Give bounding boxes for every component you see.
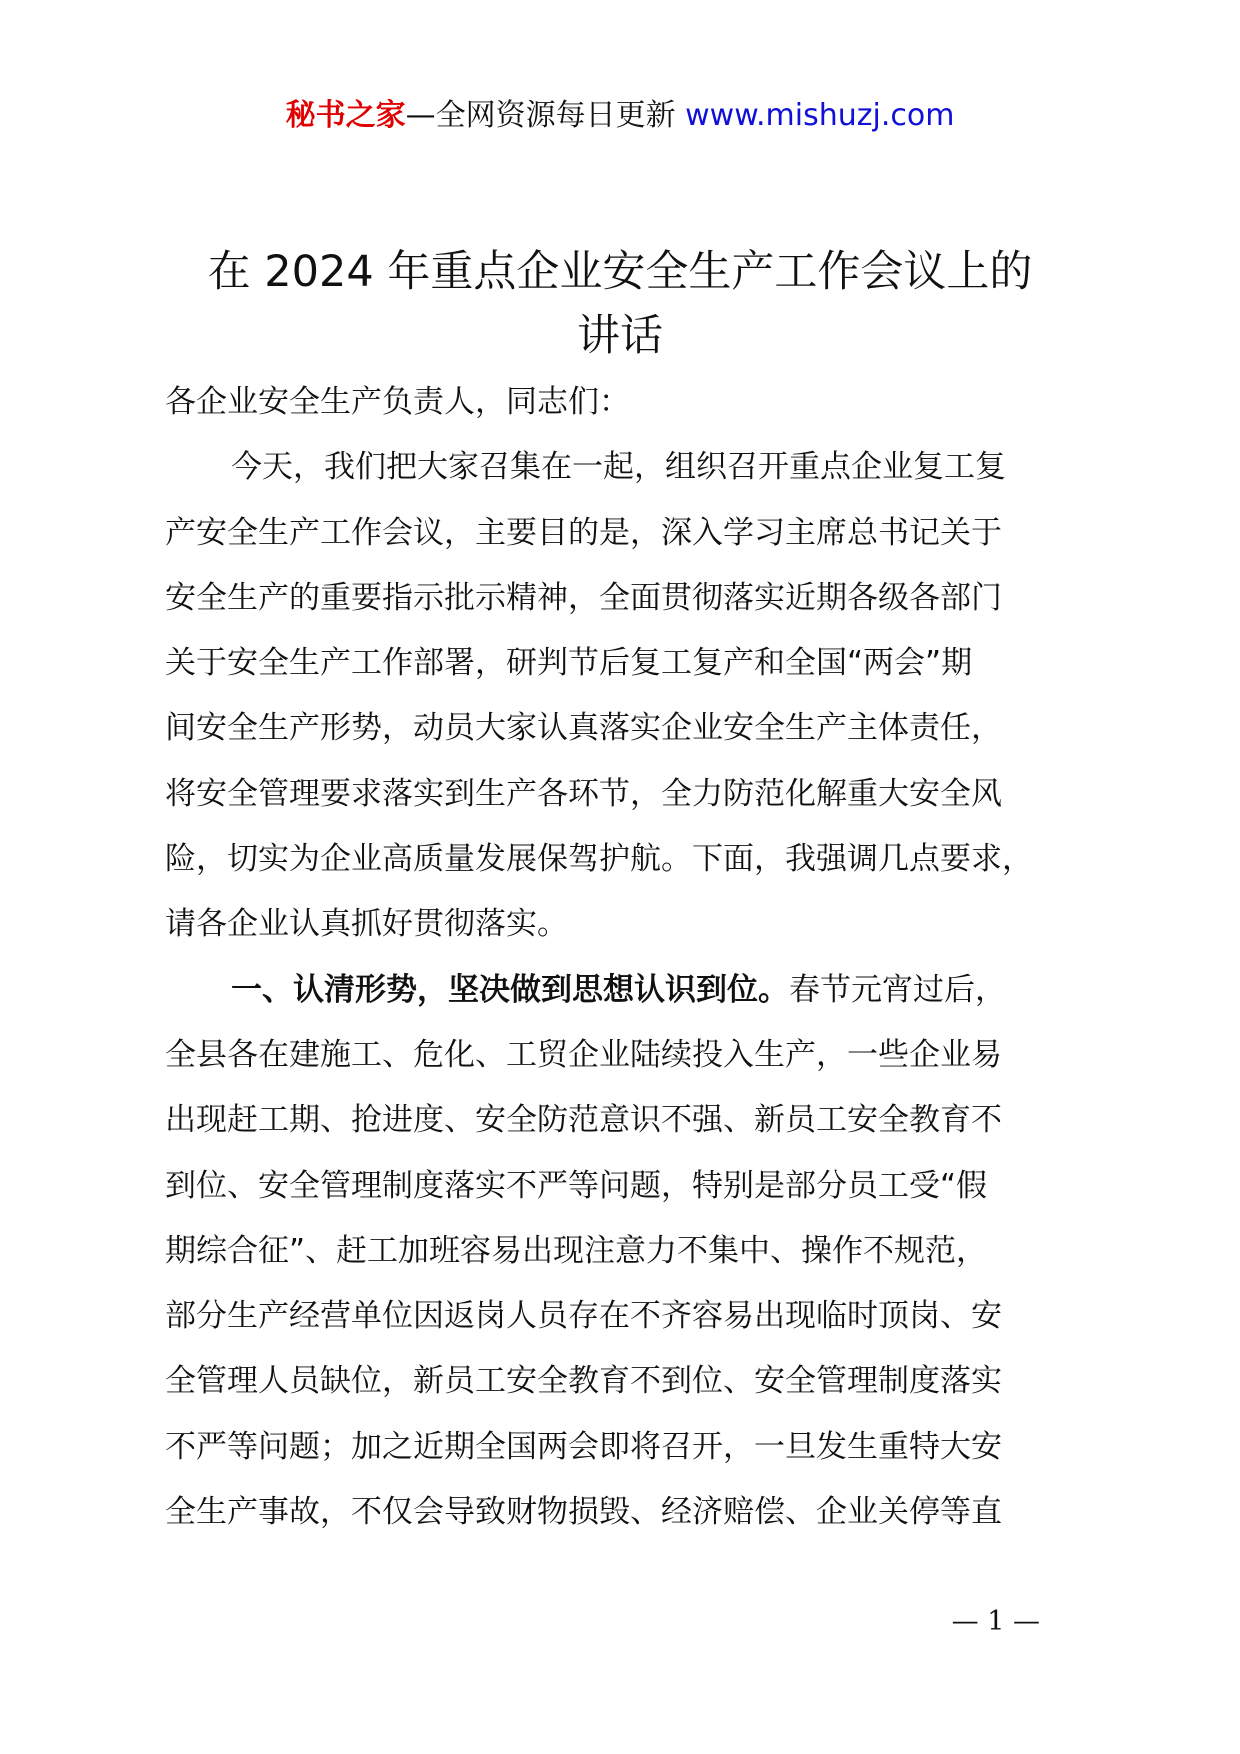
paragraph-line: 部分生产经营单位因返岗人员存在不齐容易出现临时顶岗、安 [165, 1298, 1002, 1335]
section-heading: 一、认清形势，坚决做到思想认识到位。 [231, 971, 789, 1008]
paragraph-section-one [165, 958, 1095, 1546]
paragraph-line: 今天，我们把大家召集在一起，组织召开重点企业复工复 [231, 449, 1006, 486]
site-url-link[interactable]: www.mishuzj.com [685, 98, 955, 133]
salutation: 各企业安全生产负责人，同志们： [165, 384, 630, 420]
section-first-line [165, 958, 1095, 1023]
title-line-1: 在 2024 年重点企业安全生产工作会议上的 [207, 247, 1033, 297]
title-line-2: 讲话 [577, 311, 663, 361]
section-heading-continuation: 春节元宵过后， [789, 971, 1006, 1008]
paragraph-line: 间安全生产形势，动员大家认真落实企业安全生产主体责任， [165, 710, 1002, 747]
paragraph-line: 全管理人员缺位，新员工安全教育不到位、安全管理制度落实 [165, 1363, 1002, 1400]
page-number: — 1 — [951, 1606, 1040, 1637]
paragraph-line: 期综合征”、赶工加班容易出现注意力不集中、操作不规范， [165, 1232, 988, 1269]
paragraph-line: 安全生产的重要指示批示精神，全面贯彻落实近期各级各部门 [165, 579, 1002, 616]
paragraph-line: 全县各在建施工、危化、工贸企业陆续投入生产，一些企业易 [165, 1036, 1002, 1073]
site-brand: 秘书之家 [285, 98, 406, 133]
paragraph-line: 险，切实为企业高质量发展保驾护航。下面，我强调几点要求， [165, 841, 1033, 878]
paragraph-line: 将安全管理要求落实到生产各环节，全力防范化解重大安全风 [165, 775, 1002, 812]
paragraph-line: 产安全生产工作会议，主要目的是，深入学习主席总书记关于 [165, 514, 1002, 551]
paragraph-opening [165, 435, 1095, 957]
site-header [0, 96, 1240, 136]
paragraph-line: 全生产事故，不仅会导致财物损毁、经济赔偿、企业关停等直 [165, 1494, 1002, 1531]
paragraph-line: 到位、安全管理制度落实不严等问题，特别是部分员工受“假 [165, 1167, 988, 1204]
paragraph-line: 不严等问题；加之近期全国两会即将召开，一旦发生重特大安 [165, 1428, 1002, 1465]
document-body [165, 370, 1095, 1545]
paragraph-line: 出现赶工期、抢进度、安全防范意识不强、新员工安全教育不 [165, 1102, 1002, 1139]
document-title [0, 240, 1240, 368]
paragraph-line: 请各企业认真抓好贯彻落实。 [165, 906, 568, 943]
paragraph-line: 关于安全生产工作部署，研判节后复工复产和全国“两会”期 [165, 645, 973, 682]
site-slogan: —全网资源每日更新 [405, 98, 676, 133]
